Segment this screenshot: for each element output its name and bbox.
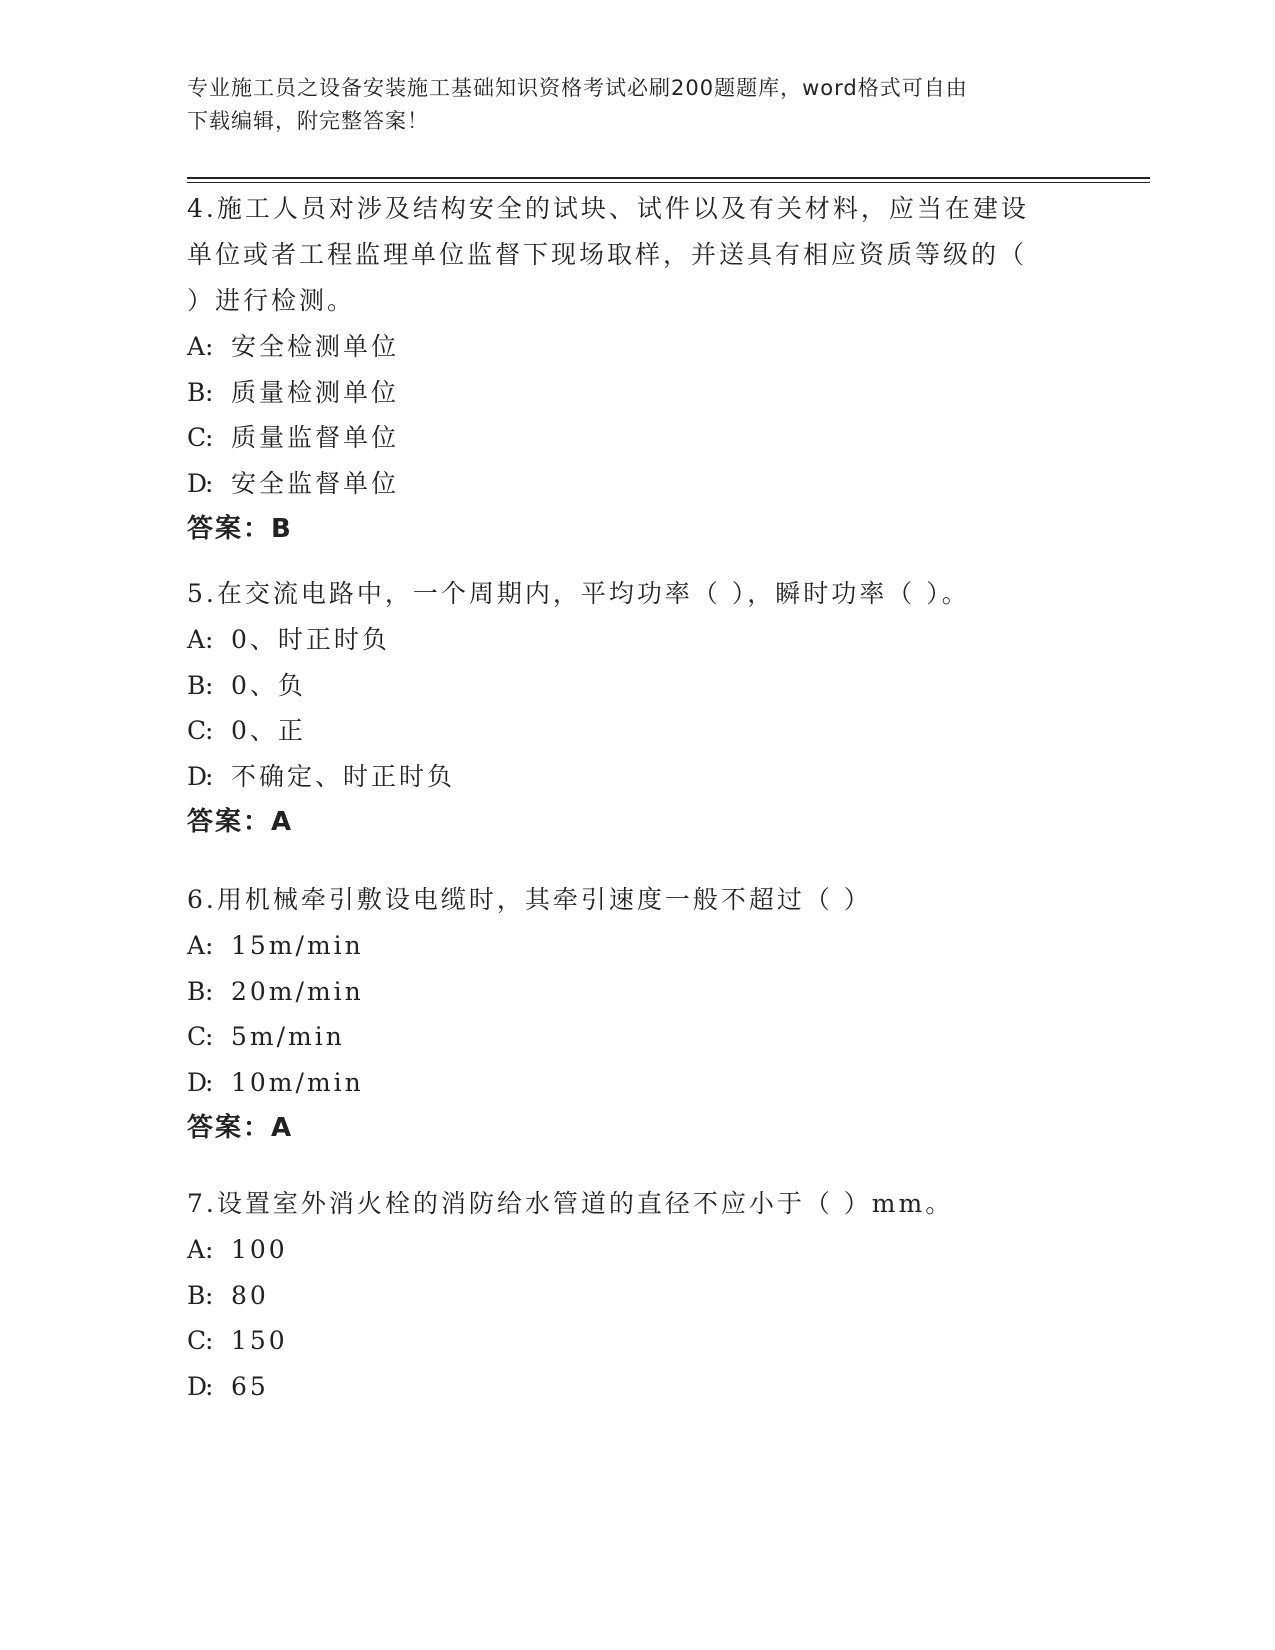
option-text: 80 (231, 1280, 269, 1310)
header-divider-thin (187, 182, 1150, 183)
answer-label: 答案：A (187, 807, 294, 837)
option-b: B: 80 (187, 1273, 1067, 1319)
option-text: 15m/min (231, 931, 364, 960)
option-letter: B (187, 1280, 206, 1310)
option-letter: C (187, 1022, 207, 1051)
header-line-2: 下载编辑，附完整答案！ (187, 109, 429, 133)
question-stem-line: 7.设置室外消火栓的消防给水管道的直径不应小于（ ）mm。 (187, 1189, 954, 1218)
question-stem-line: 5.在交流电路中，一个周期内，平均功率（ ），瞬时功率（ ）。 (187, 579, 970, 608)
question-7 (187, 1181, 1067, 1409)
option-a: A: 安全检测单位 (187, 324, 1067, 370)
question-stem-line: 6.用机械牵引敷设电缆时，其牵引速度一般不超过（ ） (187, 885, 872, 914)
option-text: 65 (231, 1371, 269, 1401)
option-a: A: 15m/min (187, 923, 1067, 969)
option-d: D: 安全监督单位 (187, 461, 1067, 507)
option-text: 不确定、时正时负 (231, 761, 456, 791)
option-letter: B (187, 377, 206, 407)
option-text: 质量检测单位 (231, 377, 400, 407)
option-b: B: 20m/min (187, 969, 1067, 1015)
option-d: D: 10m/min (187, 1060, 1067, 1106)
option-letter: D (187, 1371, 208, 1401)
option-c: C: 5m/min (187, 1014, 1067, 1060)
option-text: 150 (231, 1326, 288, 1355)
option-text: 质量监督单位 (231, 423, 400, 452)
document-header (187, 72, 1067, 138)
header-divider-thick (187, 177, 1150, 179)
option-letter: B (187, 670, 206, 700)
option-a: A: 100 (187, 1227, 1067, 1273)
option-d: D: 65 (187, 1364, 1067, 1410)
header-line-1: 专业施工员之设备安装施工基础知识资格考试必刷200题题库，word格式可自由 (187, 76, 968, 100)
question-4 (187, 186, 1067, 552)
option-text: 100 (231, 1235, 288, 1264)
option-text: 0、负 (231, 670, 306, 700)
option-text: 20m/min (231, 976, 364, 1006)
option-c: C: 150 (187, 1318, 1067, 1364)
option-text: 安全检测单位 (231, 332, 400, 361)
option-text: 10m/min (231, 1067, 364, 1097)
option-text: 0、时正时负 (231, 625, 390, 654)
option-letter: A (187, 931, 206, 960)
question-stem-line: 单位或者工程监理单位监督下现场取样，并送具有相应资质等级的（ (187, 240, 1028, 269)
question-5 (187, 571, 1067, 845)
option-letter: A (187, 332, 206, 361)
question-stem-line: 4.施工人员对涉及结构安全的试块、试件以及有关材料，应当在建设 (187, 194, 1029, 223)
option-c: C: 质量监督单位 (187, 415, 1067, 461)
option-letter: C (187, 716, 207, 745)
option-letter: C (187, 1326, 207, 1355)
option-letter: D (187, 761, 208, 791)
answer-label: 答案：B (187, 514, 293, 544)
option-c: C: 0、正 (187, 708, 1067, 754)
question-6 (187, 877, 1067, 1151)
option-letter: A (187, 1235, 206, 1264)
option-letter: B (187, 976, 206, 1006)
option-b: B: 0、负 (187, 663, 1067, 709)
option-letter: A (187, 625, 206, 654)
question-stem-line: ）进行检测。 (187, 286, 356, 315)
answer-label: 答案：A (187, 1113, 294, 1143)
option-text: 安全监督单位 (231, 468, 400, 498)
option-letter: D (187, 1067, 208, 1097)
option-text: 0、正 (231, 716, 306, 745)
option-letter: C (187, 423, 207, 452)
option-a: A: 0、时正时负 (187, 617, 1067, 663)
option-letter: D (187, 468, 208, 498)
option-text: 5m/min (231, 1022, 345, 1051)
option-d: D: 不确定、时正时负 (187, 754, 1067, 800)
option-b: B: 质量检测单位 (187, 370, 1067, 416)
